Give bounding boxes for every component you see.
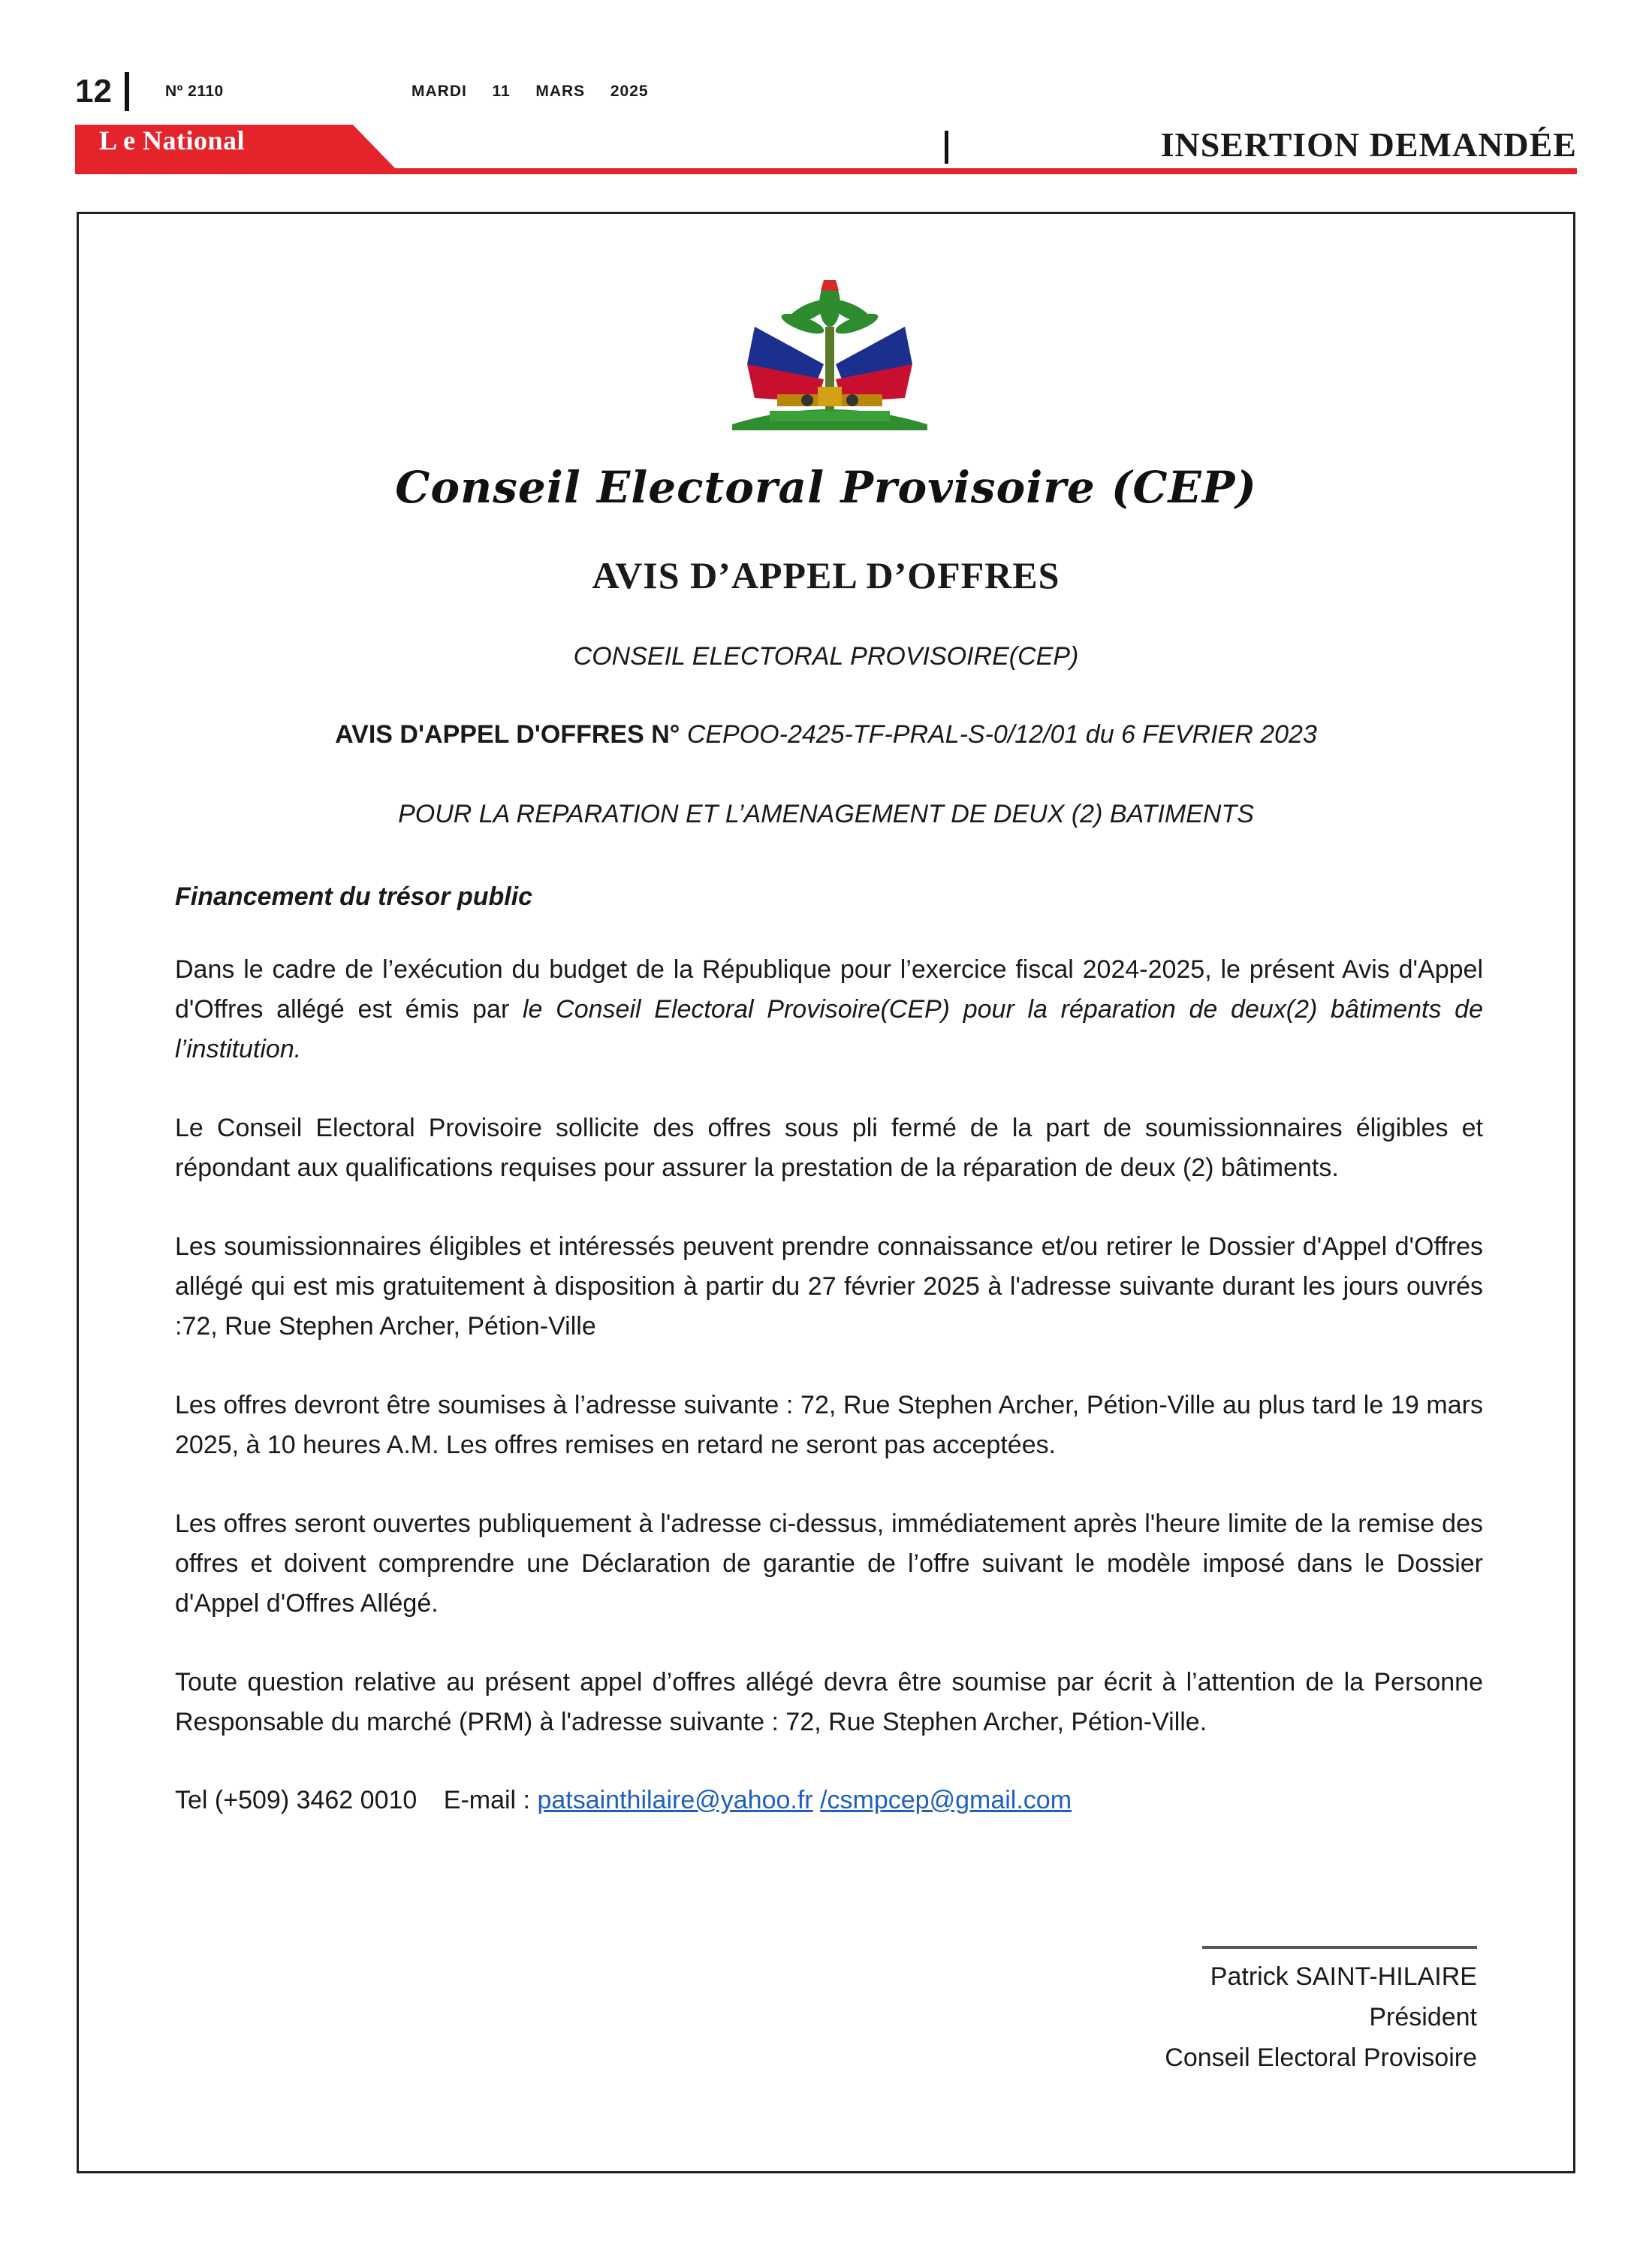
organization-script-title: Conseil Electoral Provisoire (CEP) [395, 462, 1257, 513]
paragraph-budget [175, 950, 1483, 1069]
paragraph-deadline: Les offres devront être soumises à l’adresse suivante : 72, Rue Stephen Archer, Pétion-Ville au plus tard le 19 mars 2025, à 10 heures A.M. Les offres remises en retard ne seront pas acceptées. [175, 1391, 1483, 1459]
paragraph-budget-text: Dans le cadre de l’exécution du budget de la République pour l’exercice fiscal 2024-2025, le présent Avis d'Appel d'Offres allégé est émis par [175, 955, 1483, 1024]
page-number-divider [125, 72, 129, 111]
signatory-name: Patrick SAINT-HILAIRE [1210, 1962, 1477, 1991]
reference-number: CEPOO-2425-TF-PRAL-S-0/12/01 du 6 FEVRIER 2023 [686, 720, 1317, 749]
paragraph-dossier: Les soumissionnaires éligibles et intéressés peuvent prendre connaissance et/ou retirer le Dossier d'Appel d'Offres allégé qui est mis gratuitement à disposition à partir du 27 février 2025 à l'adresse suivante durant les jours ouvrés :72, Rue Stephen Archer, Pétion-Ville [175, 1232, 1483, 1341]
section-title: INSERTION DEMANDÉE [1160, 125, 1577, 164]
paragraph-opening: Les offres seront ouvertes publiquement à l'adresse ci-dessus, immédiatement après l'heure limite de la remise des offres et doivent comprendre une Déclaration de garantie de l’offre suivant le modèle imposé dans le Dossier d'Appel d'Offres Allégé. [175, 1510, 1483, 1618]
paragraph-solicitation: Le Conseil Electoral Provisoire sollicite des offres sous pli fermé de la part de soumissionnaires éligibles et répondant aux qualifications requises pour assurer la prestation de la réparation de deux (2) bâtiments. [175, 1114, 1483, 1182]
funding-heading: Financement du trésor public [175, 882, 533, 911]
signatory-role: Président [1369, 2003, 1477, 2031]
issue-date: MARDI 11 MARS 2025 [411, 83, 649, 100]
contact-line [175, 1781, 1483, 1819]
issue-number: Nº 2110 [165, 83, 224, 100]
notice-title: AVIS D’APPEL D’OFFRES [592, 554, 1060, 596]
signatory-organization: Conseil Electoral Provisoire [1165, 2043, 1477, 2072]
masthead [75, 69, 1577, 114]
page-number: 12 [75, 73, 112, 110]
paragraph-budget-italic: le Conseil Electoral Provisoire(CEP) pour la réparation de deux(2) bâtiments de l’institution. [175, 995, 1483, 1063]
notice-frame [77, 212, 1575, 2173]
telephone: Tel (+509) 3462 0010 [175, 1786, 418, 1814]
paragraph-questions: Toute question relative au présent appel d’offres allégé devra être soumise par écrit à l’attention de la Personne Responsable du marché (PRM) à l'adresse suivante : 72, Rue Stephen Archer, Pétion-Ville. [175, 1668, 1483, 1736]
coat-of-arms-icon [725, 274, 935, 432]
reference-line [79, 720, 1573, 749]
reference-label: AVIS D'APPEL D'OFFRES N° [335, 720, 680, 749]
signature-rule [1202, 1946, 1477, 1949]
newspaper-name: L e National [99, 125, 246, 155]
email-link-yahoo[interactable]: patsainthilaire@yahoo.fr [537, 1786, 813, 1814]
email-label: E-mail : [443, 1786, 530, 1814]
notice-body [175, 878, 1483, 1819]
issuing-organization: CONSEIL ELECTORAL PROVISOIRE(CEP) [573, 642, 1079, 671]
signature-block [1165, 1956, 1477, 2078]
email-link-gmail[interactable]: /csmpcep@gmail.com [820, 1786, 1072, 1814]
notice-object: POUR LA REPARATION ET L’AMENAGEMENT DE DEUX (2) BATIMENTS [398, 800, 1254, 828]
section-divider [945, 131, 948, 164]
brand-bar [75, 125, 1577, 177]
